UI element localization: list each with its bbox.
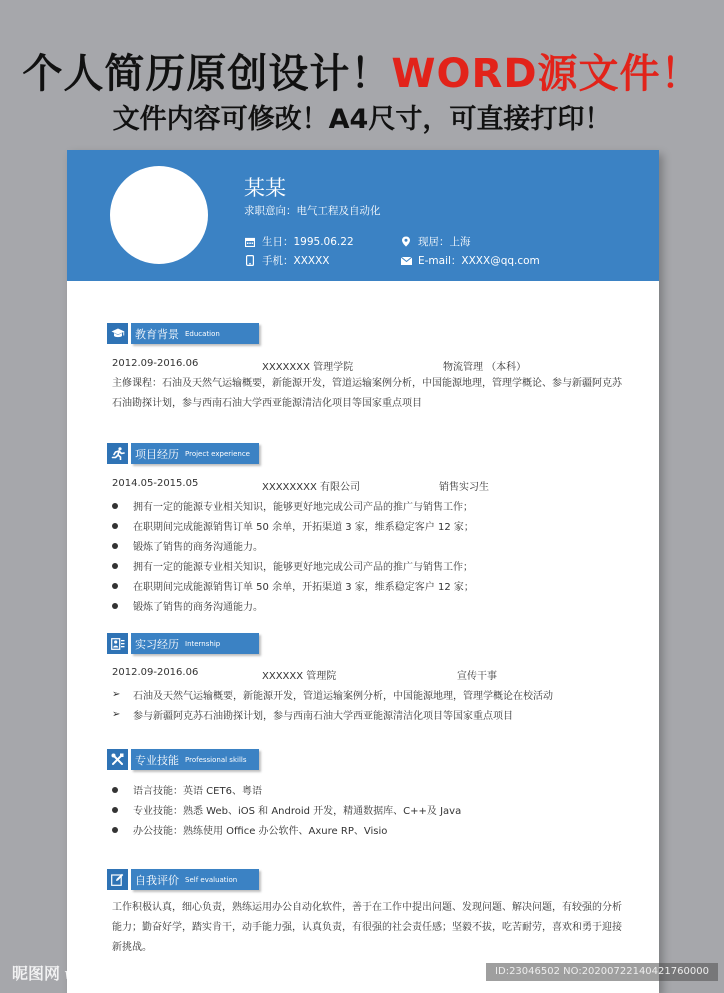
- chevron-right-icon: ➢: [112, 709, 121, 720]
- section-skills-subtitle: Professional skills: [185, 755, 247, 764]
- resume-page: [67, 150, 659, 993]
- edit-pencil-icon: [107, 869, 128, 890]
- watermark-logo: 昵图网 www.nipic.com: [12, 964, 180, 983]
- section-project-subtitle: Project experience: [185, 449, 250, 458]
- section-education-heading: [107, 323, 259, 344]
- residence-text: 现居：上海: [418, 236, 471, 248]
- email-info: [400, 253, 540, 268]
- evaluation-text: 工作积极认真，细心负责，熟练运用办公自动化软件，善于在工作中提出问题、发现问题、解决问题，有较强的分析能力；勤奋好学，踏实肯干，动手能力强，认真负责，有很强的社会责任感；坚毅不拔，吃苦耐劳，喜欢和勇于迎接新挑战。: [112, 902, 622, 953]
- graduation-cap-icon: [107, 323, 128, 344]
- list-item: 锻炼了销售的商务沟通能力。: [112, 598, 263, 613]
- list-item: 办公技能：熟练使用 Office 办公软件、Axure RP、Visio: [112, 822, 387, 837]
- section-education-title: 教育背景: [135, 327, 179, 341]
- list-item: 语言技能：英语 CET6、粤语: [112, 782, 262, 797]
- section-project-title: 项目经历: [135, 447, 179, 461]
- banner-title-highlight: WORD源文件！: [391, 51, 702, 97]
- list-item: 拥有一定的能源专业相关知识，能够更好地完成公司产品的推广与销售工作；: [112, 498, 473, 513]
- section-evaluation-heading: [107, 869, 259, 890]
- section-internship-title-bar: [131, 633, 259, 654]
- section-internship-heading: [107, 633, 259, 654]
- section-skills-title: 专业技能: [135, 753, 179, 767]
- list-item: 专业技能：熟悉 Web、iOS 和 Android 开发，精通数据库、C++及 Java: [112, 802, 461, 817]
- birth-text: 生日：1995.06.22: [262, 236, 354, 248]
- section-project-heading: [107, 443, 259, 464]
- watermark-id: ID:23046502 NO:20200722140421760000: [486, 963, 718, 981]
- list-item: ➢ 参与新疆阿克苏石油勘探计划，参与西南石油大学西亚能源清洁化项目等国家重点项目: [112, 709, 513, 722]
- education-courses: 主修课程：石油及天然气运输概要，新能源开发，管道运输案例分析，中国能源地理，管理学概论、参与新疆阿克苏石油勘探计划，参与西南石油大学西亚能源清洁化项目等国家重点项目: [112, 378, 622, 409]
- project-role: 销售实习生: [439, 482, 489, 493]
- section-education-subtitle: Education: [185, 329, 220, 338]
- internship-period: 2012.09-2016.06: [112, 667, 199, 678]
- section-internship-subtitle: Internship: [185, 639, 221, 648]
- project-company: XXXXXXXX 有限公司: [262, 482, 360, 493]
- chevron-right-icon: ➢: [112, 689, 121, 700]
- banner-title: [0, 48, 724, 100]
- resume-header: [67, 150, 659, 281]
- watermark-site: www.nipic.com: [64, 965, 180, 983]
- phone-text: 手机：XXXXX: [262, 255, 330, 267]
- envelope-icon: [400, 255, 412, 267]
- location-pin-icon: [400, 236, 412, 248]
- id-card-icon: [107, 633, 128, 654]
- list-item: 拥有一定的能源专业相关知识，能够更好地完成公司产品的推广与销售工作；: [112, 558, 473, 573]
- project-period: 2014.05-2015.05: [112, 478, 199, 489]
- section-skills-title-bar: [131, 749, 259, 770]
- candidate-name: 某某: [244, 176, 286, 200]
- section-internship-title: 实习经历: [135, 637, 179, 651]
- education-school: XXXXXXX 管理学院: [262, 362, 354, 373]
- section-skills-heading: [107, 749, 259, 770]
- section-education-title-bar: [131, 323, 259, 344]
- section-evaluation-title: 自我评价: [135, 873, 179, 887]
- list-item: 锻炼了销售的商务沟通能力。: [112, 538, 263, 553]
- banner-subtitle: 文件内容可修改！A4尺寸，可直接打印！: [112, 104, 612, 135]
- email-text: E-mail：XXXX@qq.com: [418, 255, 540, 267]
- section-project-title-bar: [131, 443, 259, 464]
- calendar-icon: [244, 236, 256, 248]
- internship-role: 宣传干事: [457, 671, 497, 682]
- section-evaluation-title-bar: [131, 869, 259, 890]
- phone-info: [244, 253, 329, 268]
- running-person-icon: [107, 443, 128, 464]
- internship-company: XXXXXX 管理院: [262, 671, 337, 682]
- avatar: [110, 166, 208, 264]
- banner-title-main: 个人简历原创设计！: [22, 51, 392, 97]
- tools-icon: [107, 749, 128, 770]
- education-period: 2012.09-2016.06: [112, 358, 199, 369]
- education-major: 物流管理 （本科）: [443, 362, 527, 373]
- list-item: 在职期间完成能源销售订单 50 余单，开拓渠道 3 家，维系稳定客户 12 家；: [112, 578, 474, 593]
- job-intent: 求职意向：电气工程及自动化: [244, 205, 381, 217]
- list-item: 在职期间完成能源销售订单 50 余单，开拓渠道 3 家，维系稳定客户 12 家；: [112, 518, 474, 533]
- list-item: ➢ 石油及天然气运输概要，新能源开发，管道运输案例分析，中国能源地理，管理学概论在校活动: [112, 689, 553, 702]
- mobile-phone-icon: [244, 255, 256, 267]
- section-evaluation-subtitle: Self evaluation: [185, 875, 238, 884]
- birth-info: [244, 234, 354, 249]
- residence-info: [400, 234, 471, 249]
